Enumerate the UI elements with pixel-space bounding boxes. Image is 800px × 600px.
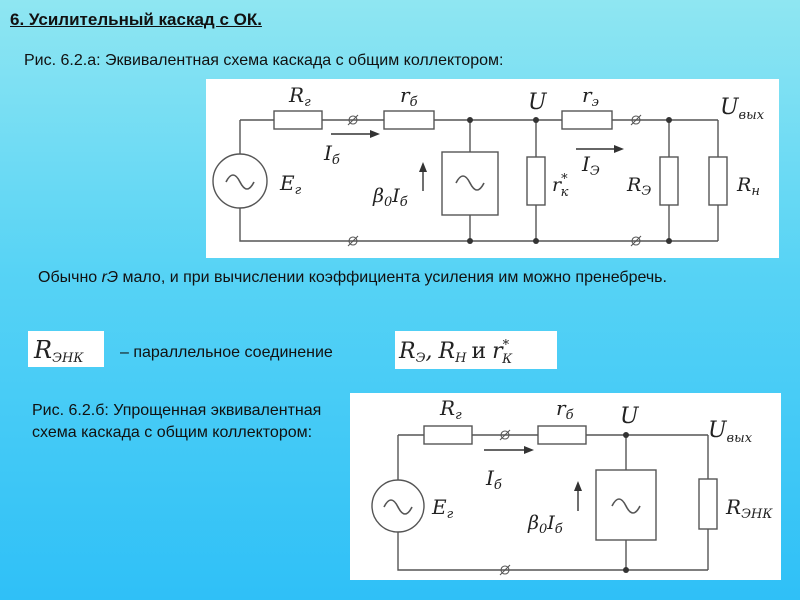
svg-text:RЭ,RНиr*К: RЭ, RН и r* К xyxy=(399,338,513,367)
label-re: $r_э$ xyxy=(582,83,599,110)
note-text-end: мало, и при вычислении коэффициента усиления им можно пренебречь. xyxy=(118,269,667,286)
label-Ib: $I_б$ xyxy=(324,141,340,168)
label-U-b: U xyxy=(620,404,639,429)
resistor-Renk xyxy=(699,479,717,529)
resistor-rk xyxy=(527,157,545,205)
circuit-a-svg xyxy=(206,79,779,258)
resistor-rb-b xyxy=(538,426,586,444)
resistor-rb xyxy=(384,111,434,129)
measure-marks-b xyxy=(500,430,510,575)
resistor-re xyxy=(562,111,612,129)
slide-title: 6. Усилительный каскад с ОК. xyxy=(10,10,262,29)
circuit-b-svg xyxy=(350,393,781,580)
label-Rg-b: $R_г$ xyxy=(440,396,462,423)
label-Eg: $E_г$ xyxy=(280,171,302,198)
note-symbol: rЭ xyxy=(101,269,119,286)
figure-b-caption: Рис. 6.2.б: Упрощенная эквивалентная схема каскада с общим коллектором: xyxy=(32,402,322,441)
resistor-Rn xyxy=(709,157,727,205)
formula-parallel-elements xyxy=(395,331,557,369)
parallel-description: – параллельное соединение xyxy=(120,344,333,361)
label-Rg: $R_г$ xyxy=(289,83,311,110)
resistor-Rg-b xyxy=(424,426,472,444)
circuit-diagram-a xyxy=(206,79,779,258)
label-beta-Ib-b: $\beta_0I_б$ xyxy=(528,512,563,537)
resistor-Rg xyxy=(274,111,322,129)
label-Eg-b: $E_г$ xyxy=(432,495,454,522)
label-Re: $R_Э$ xyxy=(627,174,652,199)
svg-text:RЭНК: RЭНК xyxy=(34,336,84,366)
label-Uout-b: $U_{вых}$ xyxy=(708,418,753,446)
resistor-Re xyxy=(660,157,678,205)
label-Renk: $R_{ЭНК}$ xyxy=(726,495,773,522)
formula-Renk xyxy=(28,331,104,367)
label-Ib-b: $I_б$ xyxy=(486,466,502,493)
label-Ie: $I_Э$ xyxy=(582,152,600,179)
formula-Renk-svg xyxy=(28,331,104,367)
note-text-start: Обычно xyxy=(38,269,102,286)
formula-parallel-svg xyxy=(395,331,557,369)
label-Uout: $U_{вых}$ xyxy=(720,95,765,123)
label-Rn: $R_н$ xyxy=(737,174,760,199)
figure-a-caption: Рис. 6.2.а: Эквивалентная схема каскада с общим коллектором: xyxy=(24,52,504,69)
label-rk: r* к xyxy=(552,172,569,200)
label-U: U xyxy=(528,90,547,115)
label-beta-Ib: $\beta_0I_б$ xyxy=(373,185,408,210)
label-rb: $r_б$ xyxy=(400,83,418,110)
simplification-note xyxy=(38,267,728,289)
label-rb-b: $r_б$ xyxy=(556,396,574,423)
circuit-diagram-b xyxy=(350,393,781,580)
